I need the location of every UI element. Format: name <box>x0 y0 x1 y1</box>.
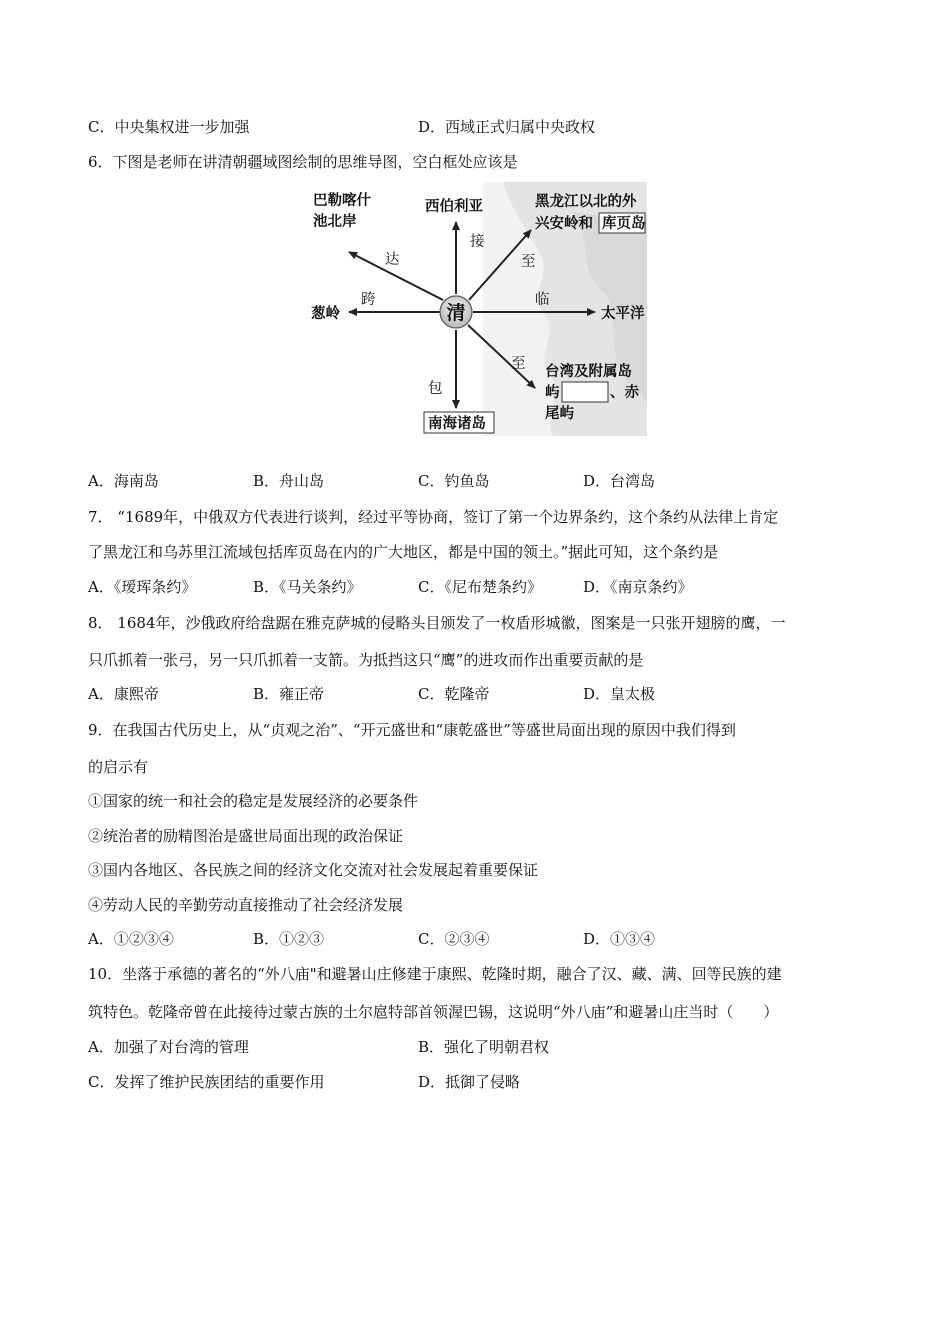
ne-verb: 至 <box>521 254 536 270</box>
q6-option-a: A．海南岛 <box>88 472 159 490</box>
q9-statement-4: ④劳动人民的辛勤劳动直接推动了社会经济发展 <box>88 896 404 914</box>
q6-stem: 6．下图是老师在讲清朝疆域图绘制的思维导图，空白框处应该是 <box>88 153 518 171</box>
se-verb: 至 <box>511 356 526 372</box>
ne-label-2: 兴安岭和 <box>535 216 593 232</box>
q8-stem-line1: 8． 1684年，沙俄政府给盘踞在雅克萨城的侵略头目颁发了一枚盾形城徽，图案是一只张开翅膀的鹰，一 <box>88 614 786 632</box>
q9-stem-line2: 的启示有 <box>88 758 149 776</box>
q10-option-a: A．加强了对台湾的管理 <box>88 1038 249 1056</box>
center-label: 清 <box>446 302 466 324</box>
q6-option-d: D．台湾岛 <box>583 472 656 490</box>
q5-option-d: D．西域正式归属中央政权 <box>418 118 596 136</box>
q6-option-b: B．舟山岛 <box>253 472 325 490</box>
ne-box-label: 库页岛 <box>602 216 646 232</box>
nw-label-2: 池北岸 <box>313 214 357 230</box>
q9-option-a: A．①②③④ <box>88 930 174 948</box>
q10-stem-line1: 10．坐落于承德的著名的“外八庙"和避暑山庄修建于康熙、乾隆时期，融合了汉、藏、满、回等民族的建 <box>88 965 782 983</box>
se-label-3: 尾屿 <box>545 406 574 422</box>
q9-statement-1: ①国家的统一和社会的稳定是发展经济的必要条件 <box>88 792 419 810</box>
q9-option-d: D．①③④ <box>583 930 656 948</box>
q8-stem-line2: 只爪抓着一张弓，另一只爪抓着一支箭。为抵挡这只“鹰”的进攻而作出重要贡献的是 <box>88 651 644 669</box>
e-label: 太平洋 <box>601 306 645 322</box>
q9-option-c: C．②③④ <box>418 930 490 948</box>
se-label-2a: 屿 <box>545 385 560 401</box>
s-box-label: 南海诸岛 <box>428 416 486 432</box>
q8-option-b: B．雍正帝 <box>253 685 325 703</box>
w-label: 葱岭 <box>311 306 340 322</box>
n-label: 西伯利亚 <box>425 199 483 215</box>
q9-statement-2: ②统治者的励精图治是盛世局面出现的政治保证 <box>88 827 404 845</box>
q10-option-b: B．强化了明朝君权 <box>418 1038 550 1056</box>
s-verb: 包 <box>428 381 443 397</box>
nw-verb: 达 <box>385 252 400 268</box>
q8-option-d: D．皇太极 <box>583 685 656 703</box>
q8-option-c: C．乾隆帝 <box>418 685 490 703</box>
q9-option-b: B．①②③ <box>253 930 325 948</box>
q6-option-c: C．钓鱼岛 <box>418 472 490 490</box>
ne-label-1: 黑龙江以北的外 <box>535 194 637 210</box>
q9-statement-3: ③国内各地区、各民族之间的经济文化交流对社会发展起着重要保证 <box>88 861 539 879</box>
q7-option-c: C．《尼布楚条约》 <box>418 578 542 596</box>
q10-option-c: C．发挥了维护民族团结的重要作用 <box>88 1073 325 1091</box>
nw-label-1: 巴勒喀什 <box>313 193 371 209</box>
q7-stem-line2: 了黑龙江和乌苏里江流域包括库页岛在内的广大地区，都是中国的领土。”据此可知，这个条约是 <box>88 543 719 561</box>
q10-stem-line2: 筑特色。乾隆帝曾在此接待过蒙古族的土尔扈特部首领渥巴锡，这说明“外八庙”和避暑山庄当时（ ） <box>88 1003 779 1021</box>
se-label-2b: 、赤 <box>610 385 639 401</box>
w-verb: 跨 <box>361 292 376 308</box>
e-verb: 临 <box>535 292 550 308</box>
q10-option-d: D．抵御了侵略 <box>418 1073 521 1091</box>
q7-stem-line1: 7． “1689年，中俄双方代表进行谈判，经过平等协商，签订了第一个边界条约，这个条约从法律上肯定 <box>88 508 779 526</box>
blank-answer-box <box>562 382 608 402</box>
q8-option-a: A．康熙帝 <box>88 685 159 703</box>
q7-option-b: B．《马关条约》 <box>253 578 362 596</box>
q9-stem-line1: 9．在我国古代历史上，从“贞观之治”、“开元盛世和“康乾盛世”等盛世局面出现的原因中我们得到 <box>88 721 736 739</box>
q5-option-c: C．中央集权进一步加强 <box>88 118 250 136</box>
q7-option-a: A．《瑷珲条约》 <box>88 578 197 596</box>
qing-territory-mind-map <box>303 182 647 436</box>
n-verb: 接 <box>470 234 485 250</box>
q7-option-d: D．《南京条约》 <box>583 578 693 596</box>
se-label-1: 台湾及附属岛 <box>545 364 632 380</box>
